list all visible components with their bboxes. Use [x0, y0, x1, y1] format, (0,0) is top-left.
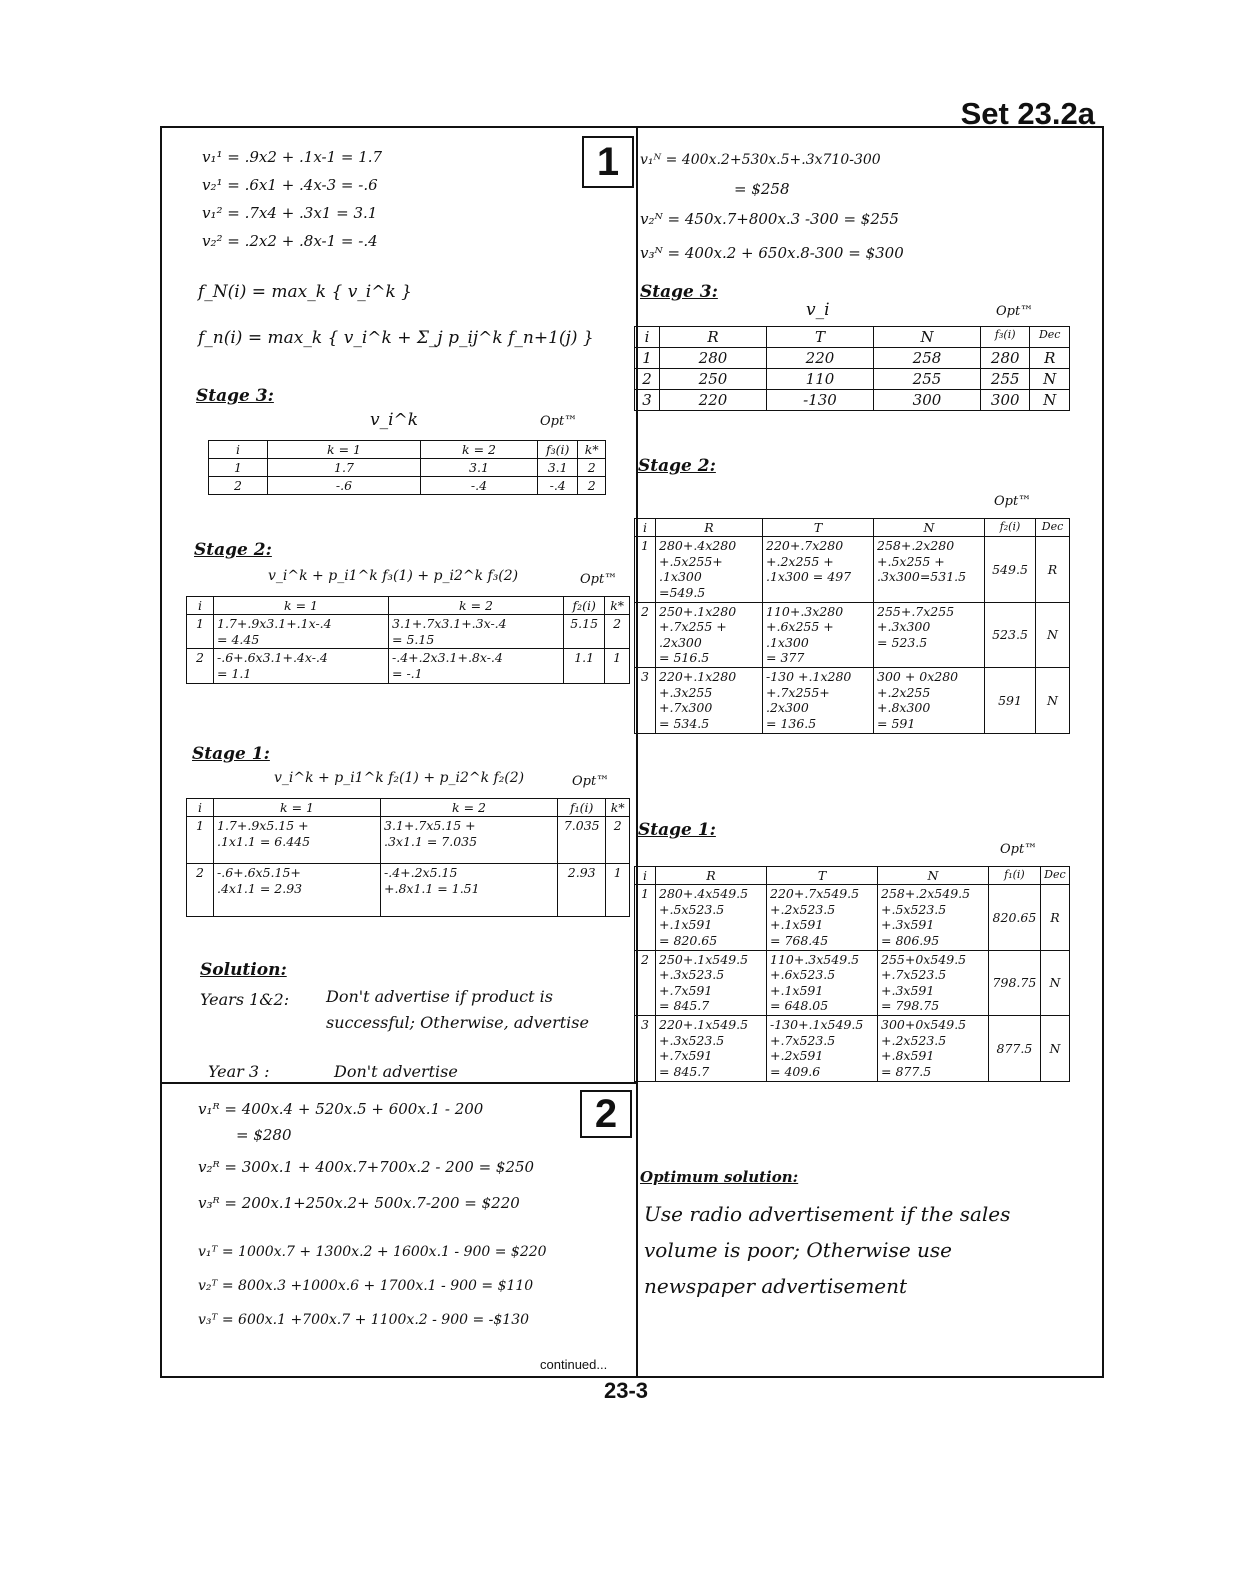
table-cell: 877.5 — [989, 1016, 1041, 1082]
p2-stage2-table — [634, 518, 1070, 734]
table-cell: 2 — [578, 477, 606, 495]
table-cell: 110 — [767, 369, 874, 390]
table-cell: 1 — [209, 459, 268, 477]
table-row — [187, 864, 630, 917]
table-cell: 255 — [874, 369, 981, 390]
table-row — [635, 1016, 1070, 1082]
table-cell: 250+.1x280 +.7x255 + .2x300 = 516.5 — [656, 602, 763, 668]
table-cell: -.4 — [421, 477, 538, 495]
table-header: R — [656, 519, 763, 537]
recursion-final: f_N(i) = max_k { v_i^k } — [198, 282, 412, 302]
table-cell: 220+.7x549.5 +.2x523.5 +.1x591 = 768.45 — [767, 885, 878, 951]
table-cell: N — [1040, 950, 1069, 1016]
table-cell: 110+.3x549.5 +.6x523.5 +.1x591 = 648.05 — [767, 950, 878, 1016]
table-row — [635, 537, 1070, 603]
table-header: f₁(i) — [989, 867, 1041, 885]
table-cell: 3.1+.7x3.1+.3x-.4 = 5.15 — [389, 615, 564, 649]
table-cell: 220+.7x280 +.2x255 + .1x300 = 497 — [763, 537, 874, 603]
table-cell: -.4 — [538, 477, 578, 495]
table-cell: 591 — [985, 668, 1036, 734]
p1-stage2-super: v_i^k + p_i1^k f₃(1) + p_i2^k f₃(2) — [268, 568, 519, 584]
table-header: N — [874, 327, 981, 348]
table-cell: -130 +.1x280 +.7x255+ .2x300 = 136.5 — [763, 668, 874, 734]
table-header: T — [767, 867, 878, 885]
p2-eq-line: v₂ᴿ = 300x.1 + 400x.7+700x.2 - 200 = $250 — [198, 1158, 535, 1176]
eq-line: v₂¹ = .6x1 + .4x-3 = -.6 — [202, 176, 378, 194]
eq-line: v₂² = .2x2 + .8x-1 = -.4 — [202, 232, 378, 250]
table-cell: -130 — [767, 390, 874, 411]
table-header: Dec — [1036, 519, 1070, 537]
p1-stage1-opt: Opt™ — [572, 774, 610, 789]
table-row — [635, 885, 1070, 951]
table-cell: 1 — [605, 649, 630, 683]
table-cell: 280+.4x280 +.5x255+ .1x300 =549.5 — [656, 537, 763, 603]
table-cell: R — [1040, 885, 1069, 951]
table-header: f₃(i) — [538, 441, 578, 459]
p1-stage2-table — [186, 596, 630, 684]
table-cell: R — [1030, 348, 1070, 369]
table-header: k = 2 — [389, 597, 564, 615]
recursion-general: f_n(i) = max_k { v_i^k + Σ_j p_ij^k f_n+1(j) } — [198, 328, 594, 348]
table-header: i — [635, 327, 660, 348]
table-header: f₃(i) — [981, 327, 1030, 348]
table-cell: 1 — [606, 864, 630, 917]
table-cell: 1.7 — [268, 459, 421, 477]
p2-n-line: = $258 — [734, 180, 790, 198]
table-row — [187, 649, 630, 683]
table-cell: 1.7+.9x3.1+.1x-.4 = 4.45 — [214, 615, 389, 649]
table-cell: 2 — [187, 649, 214, 683]
table-cell: 258 — [874, 348, 981, 369]
p2-n-line: v₂ᴺ = 450x.7+800x.3 -300 = $255 — [640, 210, 899, 228]
table-cell: 1 — [635, 348, 660, 369]
p2-eq-line: v₁ᵀ = 1000x.7 + 1300x.2 + 1600x.1 - 900 = $220 — [198, 1244, 547, 1260]
table-cell: 280 — [660, 348, 767, 369]
table-header: k = 1 — [214, 799, 381, 817]
table-header: Dec — [1030, 327, 1070, 348]
p1-stage2-label: Stage 2: — [194, 540, 272, 560]
table-cell: -130+.1x549.5 +.7x523.5 +.2x591 = 409.6 — [767, 1016, 878, 1082]
p2-stage3-opt: Opt™ — [996, 304, 1034, 319]
table-header: k = 1 — [268, 441, 421, 459]
p1-stage1-super: v_i^k + p_i1^k f₂(1) + p_i2^k f₂(2) — [274, 770, 525, 786]
table-cell: 2 — [187, 864, 214, 917]
continued-note: continued... — [540, 1357, 608, 1372]
p1-stage2-opt: Opt™ — [580, 572, 618, 587]
table-cell: 300 — [874, 390, 981, 411]
p2-eq-line: v₂ᵀ = 800x.3 +1000x.6 + 1700x.1 - 900 = $110 — [198, 1278, 534, 1294]
table-header: Dec — [1040, 867, 1069, 885]
p1-stage1-table — [186, 798, 630, 917]
table-cell: 220+.1x549.5 +.3x523.5 +.7x591 = 845.7 — [656, 1016, 767, 1082]
table-cell: 255+0x549.5 +.7x523.5 +.3x591 = 798.75 — [878, 950, 989, 1016]
table-cell: 258+.2x280 +.5x255 + .3x300=531.5 — [874, 537, 985, 603]
table-cell: N — [1036, 602, 1070, 668]
p2-optimum-text: Use radio advertisement if the sales volume is poor; Otherwise use newspaper advertisement — [644, 1202, 1011, 1298]
table-cell: 1 — [635, 885, 656, 951]
p1-stage1-label: Stage 1: — [192, 744, 270, 764]
table-cell: 3 — [635, 390, 660, 411]
set-title: Set 23.2a — [960, 96, 1095, 131]
table-row — [635, 668, 1070, 734]
problem-divider — [160, 1082, 638, 1084]
p1-year3-text: Don't advertise — [334, 1062, 458, 1081]
p1-years12-text: Don't advertise if product is successful; Otherwise, advertise — [326, 987, 589, 1032]
table-cell: 3 — [635, 1016, 656, 1082]
p2-n-line: v₃ᴺ = 400x.2 + 650x.8-300 = $300 — [640, 244, 904, 262]
table-header: R — [656, 867, 767, 885]
table-cell: 280 — [981, 348, 1030, 369]
table-cell: 300 + 0x280 +.2x255 +.8x300 = 591 — [874, 668, 985, 734]
table-cell: R — [1036, 537, 1070, 603]
p2-stage1-label: Stage 1: — [638, 820, 716, 840]
table-header: k = 2 — [381, 799, 558, 817]
table-cell: 2.93 — [558, 864, 606, 917]
table-cell: 300+0x549.5 +.2x523.5 +.8x591 = 877.5 — [878, 1016, 989, 1082]
table-cell: -.4+.2x5.15 +.8x1.1 = 1.51 — [381, 864, 558, 917]
table-cell: 250+.1x549.5 +.3x523.5 +.7x591 = 845.7 — [656, 950, 767, 1016]
table-cell: 1.7+.9x5.15 + .1x1.1 = 6.445 — [214, 817, 381, 864]
table-header: i — [187, 799, 214, 817]
table-cell: 280+.4x549.5 +.5x523.5 +.1x591 = 820.65 — [656, 885, 767, 951]
p2-eq-line: v₃ᴿ = 200x.1+250x.2+ 500x.7-200 = $220 — [198, 1194, 520, 1212]
table-row — [635, 950, 1070, 1016]
p1-stage3-opt: Opt™ — [540, 414, 578, 429]
p2-stage1-opt: Opt™ — [1000, 842, 1038, 857]
table-cell: 255 — [981, 369, 1030, 390]
table-cell: 7.035 — [558, 817, 606, 864]
table-header: i — [187, 597, 214, 615]
table-cell: 3 — [635, 668, 656, 734]
table-cell: 220 — [767, 348, 874, 369]
table-header: k* — [578, 441, 606, 459]
p1-stage3-table — [208, 440, 606, 495]
table-cell: 250 — [660, 369, 767, 390]
table-cell: 523.5 — [985, 602, 1036, 668]
table-header: f₁(i) — [558, 799, 606, 817]
table-cell: 798.75 — [989, 950, 1041, 1016]
table-cell: 2 — [578, 459, 606, 477]
table-cell: 300 — [981, 390, 1030, 411]
eq-line: v₁² = .7x4 + .3x1 = 3.1 — [202, 204, 378, 222]
table-cell: 220+.1x280 +.3x255 +.7x300 = 534.5 — [656, 668, 763, 734]
table-row — [209, 477, 606, 495]
p2-stage1-table — [634, 866, 1070, 1082]
table-cell: 2 — [635, 602, 656, 668]
table-cell: -.6 — [268, 477, 421, 495]
p2-eq-line: v₁ᴿ = 400x.4 + 520x.5 + 600x.1 - 200 — [198, 1100, 484, 1118]
table-header: i — [635, 867, 656, 885]
table-cell: 1.1 — [564, 649, 605, 683]
p2-stage3-label: Stage 3: — [640, 282, 718, 302]
table-cell: 5.15 — [564, 615, 605, 649]
table-cell: 3.1 — [538, 459, 578, 477]
table-cell: N — [1030, 390, 1070, 411]
p2-n-line: v₁ᴺ = 400x.2+530x.5+.3x710-300 — [640, 152, 881, 168]
table-header: k* — [605, 597, 630, 615]
table-cell: -.6+.6x3.1+.4x-.4 = 1.1 — [214, 649, 389, 683]
table-header: k = 2 — [421, 441, 538, 459]
table-cell: 2 — [635, 369, 660, 390]
table-cell: 220 — [660, 390, 767, 411]
table-cell: 2 — [209, 477, 268, 495]
table-header: f₂(i) — [985, 519, 1036, 537]
table-cell: N — [1036, 668, 1070, 734]
table-row — [635, 602, 1070, 668]
page-number: 23-3 — [604, 1378, 649, 1403]
table-cell: 1 — [187, 615, 214, 649]
table-cell: 2 — [606, 817, 630, 864]
table-row — [187, 817, 630, 864]
p1-stage3-super: v_i^k — [370, 410, 419, 430]
table-cell: N — [1030, 369, 1070, 390]
table-cell: 549.5 — [985, 537, 1036, 603]
table-cell: 2 — [635, 950, 656, 1016]
table-header: i — [635, 519, 656, 537]
table-cell: 2 — [605, 615, 630, 649]
column-divider — [636, 126, 638, 1378]
p1-solution-label: Solution: — [200, 960, 287, 980]
table-cell: 1 — [635, 537, 656, 603]
table-header: T — [763, 519, 874, 537]
p2-stage3-table — [634, 326, 1070, 411]
p2-optimum-label: Optimum solution: — [640, 1168, 799, 1186]
table-cell: 1 — [187, 817, 214, 864]
table-row — [635, 390, 1070, 411]
table-row — [635, 369, 1070, 390]
table-header: N — [878, 867, 989, 885]
table-header: k = 1 — [214, 597, 389, 615]
table-cell: -.6+.6x5.15+ .4x1.1 = 2.93 — [214, 864, 381, 917]
p1-year3-label: Year 3 : — [208, 1062, 270, 1081]
table-cell: 255+.7x255 +.3x300 = 523.5 — [874, 602, 985, 668]
table-header: k* — [606, 799, 630, 817]
content-frame — [160, 126, 1104, 1378]
table-cell: 3.1 — [421, 459, 538, 477]
p2-stage2-label: Stage 2: — [638, 456, 716, 476]
p1-years12-label: Years 1&2: — [200, 990, 290, 1009]
table-row — [635, 348, 1070, 369]
p2-stage3-super: v_i — [806, 300, 830, 320]
eq-line: v₁¹ = .9x2 + .1x-1 = 1.7 — [202, 148, 383, 166]
table-cell: 820.65 — [989, 885, 1041, 951]
table-cell: 110+.3x280 +.6x255 + .1x300 = 377 — [763, 602, 874, 668]
p2-eq-line: v₃ᵀ = 600x.1 +700x.7 + 1100x.2 - 900 = -$130 — [198, 1312, 530, 1328]
table-header: T — [767, 327, 874, 348]
table-header: i — [209, 441, 268, 459]
problem-2-badge: 2 — [580, 1090, 632, 1138]
table-header: N — [874, 519, 985, 537]
table-row — [209, 459, 606, 477]
table-cell: -.4+.2x3.1+.8x-.4 = -.1 — [389, 649, 564, 683]
table-header: f₂(i) — [564, 597, 605, 615]
problem-1-badge: 1 — [582, 136, 634, 188]
table-header: R — [660, 327, 767, 348]
table-row — [187, 615, 630, 649]
table-cell: 258+.2x549.5 +.5x523.5 +.3x591 = 806.95 — [878, 885, 989, 951]
p2-stage2-opt: Opt™ — [994, 494, 1032, 509]
table-cell: N — [1040, 1016, 1069, 1082]
p2-eq-line: = $280 — [236, 1126, 292, 1144]
p1-stage3-label: Stage 3: — [196, 386, 274, 406]
table-cell: 3.1+.7x5.15 + .3x1.1 = 7.035 — [381, 817, 558, 864]
